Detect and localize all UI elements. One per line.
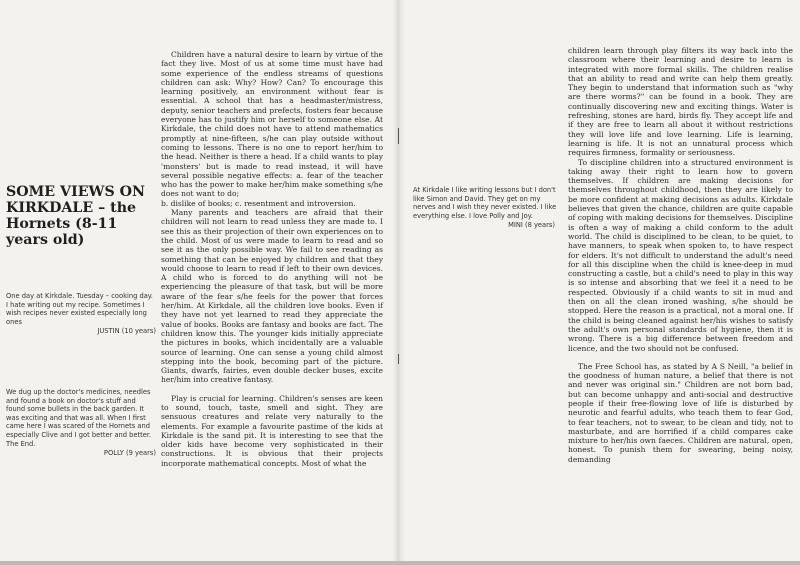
margin-mark xyxy=(398,354,399,364)
quote-author: MINI (8 years) xyxy=(508,221,555,230)
paragraph: The Free School has, as stated by A S Neill, "a belief in the goodness of human nature, a belief that there is not and never was original sin." Children are not born bad, but can become unhappy and anti-social and destructive people if their free-flowing love of life is disturbed by neurotic and fearful adults, who teach them to fear God, to fear teachers, not to swear, to be clean and tidy, not to masturbate, and are horrified if a child compares cake mixture to her/his own faeces. Children are natural, open, honest. To punish them for swearing, being noisy, demanding xyxy=(568,361,793,464)
margin-mark xyxy=(398,128,399,144)
paragraph: children learn through play filters its way back into the classroom where their learning and desire to learn is integrated with more formal skills. The children realise that an ability to read and write can help them greatly. They begin to understand that information such as "why are there worms?" can be found in a book. They are continually discovering new and exciting things. Water is refreshing, stones are hard, birds fly. They accept life and if they are free to learn all about it without restrictions they will love life and love learning. Life is learning, learning is life. It is not an unnatural process which requires firmness, formality or seriousness. xyxy=(568,46,793,158)
paragraph: Children have a natural desire to learn by virtue of the fact they live. Most of us at some time must have had some experience of the endless streams of questions children can ask: Why? How? Can? To encourage this learning positively, an environment without fear is essential. A school that has a headmaster/mistress, deputy, senior teachers and prefects, fosters fear because everyone has to justify him or herself to someone else. At Kirkdale, the child does not have to attend mathematics promptly at nine-fifteen, s/he can play outside without coming to lessons. There is no one to report her/him to the head. Neither is there a head. If a child wants to play 'monsters' but is made to read instead, it will have several possible negative effects: a. fear of the teacher who has the power to make her/him make something s/he does not want to do; xyxy=(161,50,383,199)
page-bottom-edge xyxy=(0,561,800,565)
body-column-right xyxy=(568,46,793,464)
quote-polly xyxy=(6,388,156,458)
body-column-left xyxy=(161,50,383,468)
paragraph: Play is crucial for learning. Children's senses are keen to sound, touch, taste, smell and sight. They are sensuous creatures and relate very naturally to the elements. For example a favourite pastime of the kids at Kirkdale is the sand pit. It is interesting to see that the older kids have become very sophisticated in their constructions. It is obvious that their projects incorporate mathematical concepts. Most of what the xyxy=(161,393,383,468)
quote-author: POLLY (9 years) xyxy=(103,449,156,458)
quote-text: One day at Kirkdale. Tuesday – cooking day. I hate writing out my recipe. Sometimes I wish recipes never existed especially long ones xyxy=(6,292,153,326)
quote-text: We dug up the doctor's medicines, needles and found a book on doctor's stuff and found some bullets in the back garden. It was exciting and that was all. When I first came here I was scared of the Hornets and especially Clive and I got better and better. The End. xyxy=(6,388,152,448)
paragraph: To discipline children into a structured environment is taking away their right to learn how to govern themselves. If children are making decisions for themselves throughout childhood, then they are likely to be more confident at making decisions as adults. Kirkdale believes that given the chance, children are quite capable of coping with making decisions for themselves. Discipline is often a way of making a child conform to the adult world. The child is disciplined to be clean, to be quiet, to have manners, to speak when spoken to, to have respect for elders. It's not difficult to understand the adult's need for all this discipline when the child is knee-deep in mud constructing a castle, but a child's need to play in this way is so intense and absorbing that we feel it a need to be respected. Obviously if a child wants to sit in mud and then on all the clean ironed washing, s/he should be stopped. Here the reason is a practical, not a moral one. If the child is being cleaned against her/his wishes to satisfy the adult's own personal standards of hygiene, then it is wrong. There is a big difference between freedom and licence, and the two should not be confused. xyxy=(568,157,793,353)
quote-author: JUSTIN (10 years) xyxy=(97,327,156,336)
paragraph: Many parents and teachers are afraid that their children will not learn to read unless they are made to. I see this as their projection of their own experiences on to the child. Most of us were made to learn to read and so see it as the only possible way. We fail to see reading as something that can be enjoyed by children and that they would choose to learn to read if left to their own devices. A child who is forced to do anything will not be experiencing the pleasure of that task, but will be more aware of the fear s/he feels for the power that forces her/him. At Kirkdale, all the children love books. Even if they have not yet learned to read they appreciate the value of books. Books are fantasy and books are fact. The children know this. The younger kids initially appreciate the pictures in books, which incidentally are a valuable source of learning. One can sense a young child almost stepping into the book, becoming part of the picture. Giants, dwarfs, fairies, even double decker buses, excite her/him into creative fantasy. xyxy=(161,208,383,385)
quote-text: At Kirkdale I like writing lessons but I don't like Simon and David. They get on my nerves and I wish they never existed. I like everything else. I love Polly and Joy. xyxy=(413,186,557,220)
quote-mini xyxy=(413,186,561,230)
quote-justin xyxy=(6,292,156,336)
article-title: SOME VIEWS ON KIRKDALE – the Hornets (8-11 years old) xyxy=(6,184,145,248)
page-gutter xyxy=(393,0,405,565)
paragraph: b. dislike of books; c. resentment and introversion. xyxy=(161,198,356,208)
